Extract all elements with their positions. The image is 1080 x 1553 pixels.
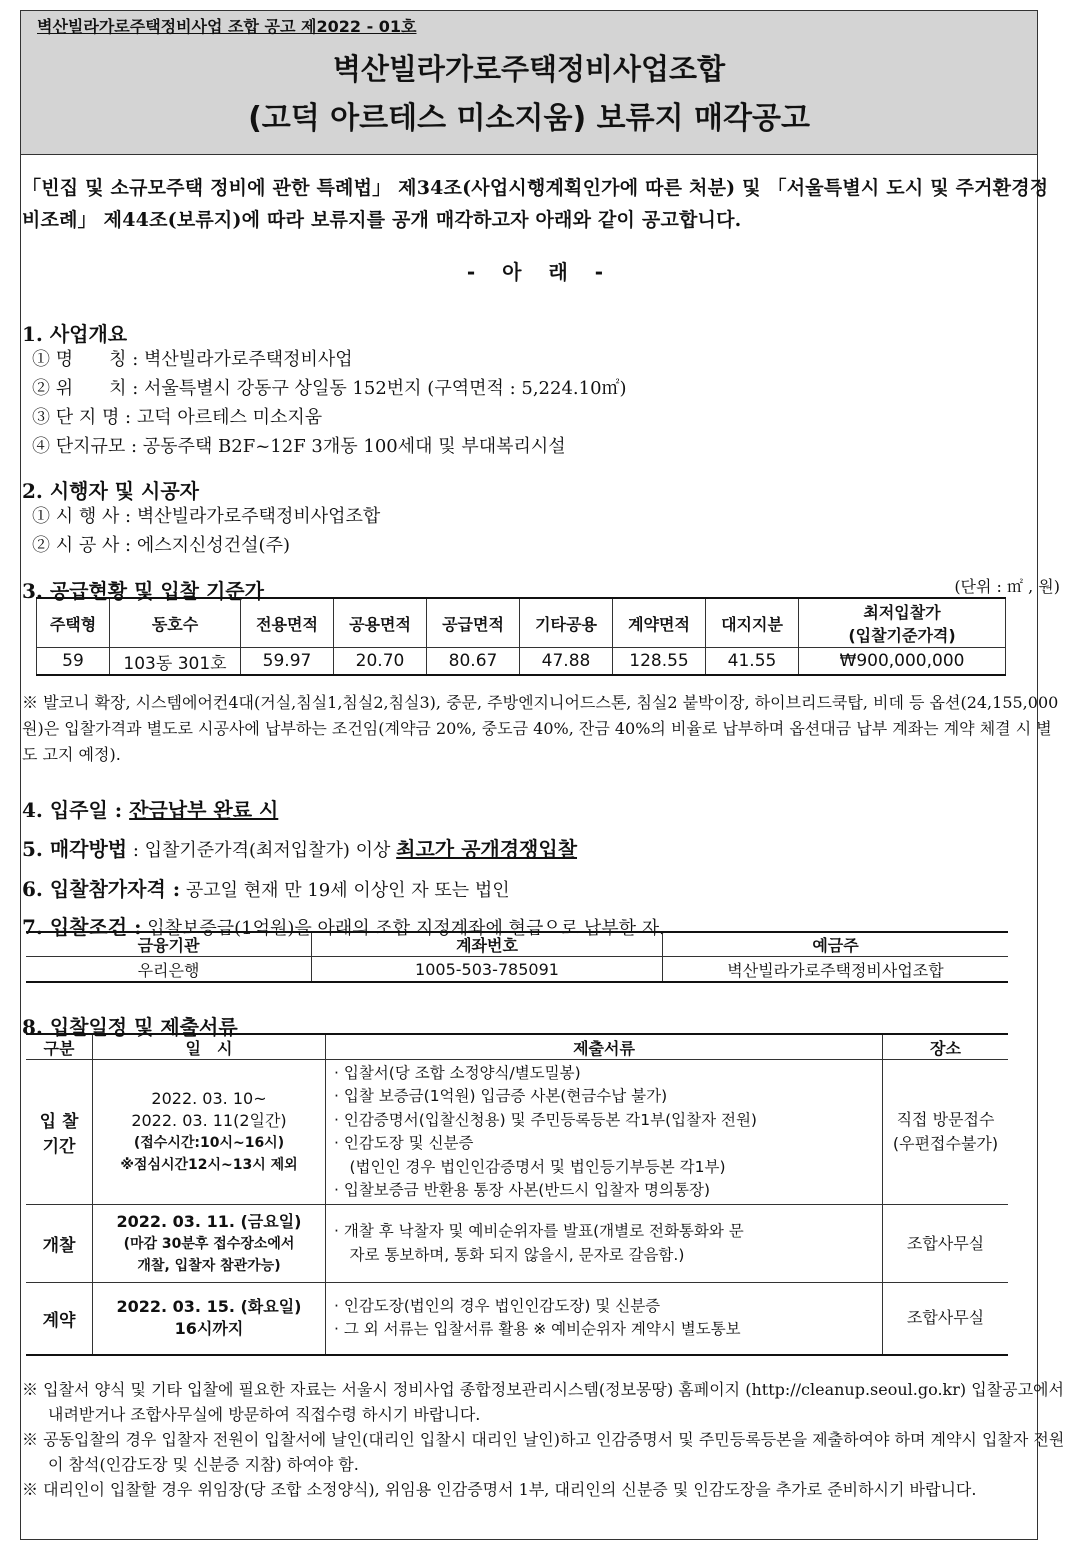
opening-doc-2: 자로 통보하며, 통화 되지 않을시, 문자로 갈음함.) bbox=[334, 1245, 685, 1264]
unit-label: (단위 : ㎡ , 원) bbox=[954, 577, 1060, 596]
document-number: 벽산빌라가로주택정비사업 조합 공고 제2022 - 01호 bbox=[37, 17, 417, 36]
opening-date: 2022. 03. 11. (금요일) bbox=[116, 1211, 302, 1231]
supply-table-row bbox=[37, 648, 1006, 676]
sale-method-emphasis: 최고가 공개경쟁입찰 bbox=[396, 837, 578, 861]
cell-housing-type: 59 bbox=[37, 648, 110, 676]
supply-table-header bbox=[37, 598, 1006, 648]
eligibility: 공고일 현재 만 19세 이상인 자 또는 법인 bbox=[180, 880, 510, 901]
account-table-row bbox=[26, 957, 1008, 983]
bidding-lunch: ※점심시간12시~13시 제외 bbox=[120, 1157, 298, 1173]
col-exclusive-area: 전용면적 bbox=[241, 598, 334, 648]
schedule-row-bidding bbox=[26, 1060, 1008, 1205]
col-contract-area: 계약면적 bbox=[613, 598, 706, 648]
col-account-no: 계좌번호 bbox=[312, 932, 663, 957]
contract-doc-2: · 그 외 서류는 입찰서류 활용 ※ 예비순위자 계약시 별도통보 bbox=[334, 1320, 741, 1339]
col-min-bid bbox=[799, 598, 1006, 648]
footer-notes bbox=[22, 1377, 1066, 1502]
cell-land-share: 41.55 bbox=[706, 648, 799, 676]
bidding-doc-3: · 인감증명서(입찰신청용) 및 주민등록등본 각1부(입찰자 전원) bbox=[334, 1110, 757, 1129]
contract-datetime bbox=[93, 1283, 326, 1355]
contract-category: 계약 bbox=[26, 1283, 93, 1355]
section-2-heading: 2. 시행자 및 시공자 bbox=[22, 479, 200, 503]
col-min-bid-line1: 최저입찰가 bbox=[863, 603, 941, 622]
col-min-bid-line2: (입찰기준가격) bbox=[848, 626, 956, 645]
s1-item-name: ① 명 칭 : 벽산빌라가로주택정비사업 bbox=[32, 349, 353, 370]
s1-item-scale: ④ 단지규모 : 공동주택 B2F~12F 3개동 100세대 및 부대복리시설 bbox=[32, 436, 566, 457]
section-8-heading: 8. 입찰일정 및 제출서류 bbox=[22, 1015, 238, 1039]
notice-header bbox=[21, 11, 1037, 155]
opening-note-2: 개찰, 입찰자 참관가능) bbox=[137, 1257, 281, 1274]
opening-doc-1: · 개찰 후 낙찰자 및 예비순위자를 발표(개별로 전화통화와 문 bbox=[334, 1222, 744, 1240]
bidding-doc-2: · 입찰 보증금(1억원) 입금증 사본(현금수납 불가) bbox=[334, 1087, 668, 1105]
section-3-heading: 3. 공급현황 및 입찰 기준가 bbox=[22, 579, 264, 603]
title-line-1: 벽산빌라가로주택정비사업조합 bbox=[332, 52, 726, 86]
col-land-share: 대지지분 bbox=[706, 598, 799, 648]
opening-documents bbox=[326, 1205, 883, 1283]
account-table-header bbox=[26, 932, 1008, 957]
bidding-place-line1: 직접 방문접수 bbox=[896, 1110, 995, 1129]
col-other-common: 기타공용 bbox=[520, 598, 613, 648]
cell-other-common: 47.88 bbox=[520, 648, 613, 676]
col-category: 구분 bbox=[26, 1034, 93, 1060]
schedule-row-contract bbox=[26, 1283, 1008, 1355]
cell-account-no: 1005-503-785091 bbox=[312, 957, 663, 983]
bidding-doc-5: (법인인 경우 법인인감증명서 및 법인등기부등본 각1부) bbox=[334, 1157, 726, 1176]
footer-note-2: ※ 공동입찰의 경우 입찰자 전원이 입찰서에 날인(대리인 입찰시 대리인 날인)하고 인감증명서 및 주민등록등본을 제출하여야 하며 계약시 입찰자 전원이 참석(인감도장 및 신분증 지참) 하여야 함. bbox=[22, 1430, 1065, 1474]
cell-supply-area: 80.67 bbox=[427, 648, 520, 676]
section-5 bbox=[22, 833, 577, 862]
supply-table bbox=[36, 597, 1006, 676]
cell-common-area: 20.70 bbox=[334, 648, 427, 676]
cell-holder: 벽산빌라가로주택정비사업조합 bbox=[663, 957, 1009, 983]
contract-time: 16시까지 bbox=[174, 1319, 244, 1339]
col-holder: 예금주 bbox=[663, 932, 1009, 957]
col-documents: 제출서류 bbox=[326, 1034, 883, 1060]
bidding-date-start: 2022. 03. 10~ bbox=[151, 1089, 267, 1108]
move-in-date: 잔금납부 완료 시 bbox=[129, 798, 279, 822]
footer-note-1: ※ 입찰서 양식 및 기타 입찰에 필요한 자료는 서울시 정비사업 종합정보관리시스템(정보몽땅) 홈페이지 (http://cleanup.seoul.go.kr) 입찰공고에서 내려받거나 조합사무실에 방문하여 직접수령 하시기 바랍니다. bbox=[22, 1380, 1064, 1424]
below-marker: - 아 래 - bbox=[466, 260, 614, 284]
col-housing-type: 주택형 bbox=[37, 598, 110, 648]
col-datetime: 일 시 bbox=[93, 1034, 326, 1060]
opening-datetime bbox=[93, 1205, 326, 1283]
cell-contract-area: 128.55 bbox=[613, 648, 706, 676]
s2-item-constructor: ② 시 공 사 : 에스지신성건설(주) bbox=[32, 535, 290, 556]
title-line-2: (고덕 아르테스 미소지움) 보류지 매각공고 bbox=[248, 101, 810, 136]
col-unit-no: 동호수 bbox=[110, 598, 241, 648]
section-5-heading: 5. 매각방법 bbox=[22, 837, 128, 861]
bidding-doc-1: · 입찰서(당 조합 소정양식/별도밀봉) bbox=[334, 1063, 581, 1082]
intro-paragraph: 「빈집 및 소규모주택 정비에 관한 특례법」 제34조(사업시행계획인가에 따른 처분) 및 「서울특별시 도시 및 주거환경정비조례」 제44조(보류지)에 따라 보류지를 공개 매각하고자 아래와 같이 공고합니다. bbox=[22, 177, 1049, 231]
cell-min-bid: ₩900,000,000 bbox=[799, 648, 1006, 676]
contract-doc-1: · 인감도장(법인의 경우 법인인감도장) 및 신분증 bbox=[334, 1296, 661, 1315]
opening-category: 개찰 bbox=[26, 1205, 93, 1283]
opening-note-1: (마감 30분후 접수장소에서 bbox=[123, 1235, 295, 1252]
bidding-datetime bbox=[93, 1060, 326, 1205]
section-7-heading: 7. 입찰조건 : bbox=[22, 915, 142, 939]
bidding-doc-6: · 입찰보증금 반환용 통장 사본(반드시 입찰자 명의통장) bbox=[334, 1181, 710, 1199]
cell-exclusive-area: 59.97 bbox=[241, 648, 334, 676]
sale-method: : 입찰기준가격(최저입찰가) 이상 bbox=[127, 840, 397, 861]
section-1-heading: 1. 사업개요 bbox=[22, 322, 128, 346]
account-table bbox=[26, 931, 1008, 983]
col-bank: 금융기관 bbox=[26, 932, 312, 957]
footer-note-3: ※ 대리인이 입찰할 경우 위임장(당 조합 소정양식), 위임용 인감증명서 1부, 대리인의 신분증 및 인감도장을 추가로 준비하시기 바랍니다. bbox=[22, 1480, 977, 1499]
bidding-category bbox=[26, 1060, 93, 1205]
bid-condition: 입찰보증금(1억원)을 아래의 조합 지정계좌에 현금으로 납부한 자. bbox=[141, 918, 665, 939]
section-6 bbox=[22, 873, 510, 902]
cell-bank: 우리은행 bbox=[26, 957, 312, 983]
bidding-documents bbox=[326, 1060, 883, 1205]
section-4-heading: 4. 입주일 : bbox=[22, 798, 123, 822]
col-common-area: 공용면적 bbox=[334, 598, 427, 648]
bidding-date-end: 2022. 03. 11(2일간) bbox=[131, 1111, 287, 1130]
contract-place: 조합사무실 bbox=[883, 1283, 1009, 1355]
opening-place: 조합사무실 bbox=[883, 1205, 1009, 1283]
cell-unit-no: 103동 301호 bbox=[110, 648, 241, 676]
options-note: ※ 발코니 확장, 시스템에어컨4대(거실,침실1,침실2,침실3), 중문, 주방엔지니어드스톤, 침실2 붙박이장, 하이브리드쿡탑, 비데 등 옵션(24,155,000원)은 입찰가격과 별도로 시공사에 납부하는 조건임(계약금 20%, 중도금 40%, 잔금 40%의 비율로 납부하며 옵션대금 납부 계좌는 계약 체결 시 별도 고지 예정). bbox=[22, 693, 1059, 764]
bidding-category-line2: 기간 bbox=[42, 1137, 76, 1157]
s2-item-executor: ① 시 행 사 : 벽산빌라가로주택정비사업조합 bbox=[32, 506, 381, 527]
bidding-hours: (접수시간:10시~16시) bbox=[133, 1135, 285, 1151]
bidding-place-line2: (우편접수불가) bbox=[892, 1134, 999, 1153]
bidding-doc-4: · 인감도장 및 신분증 bbox=[334, 1134, 474, 1152]
s1-item-complex: ③ 단 지 명 : 고덕 아르테스 미소지움 bbox=[32, 407, 323, 428]
section-6-heading: 6. 입찰참가자격 : bbox=[22, 877, 181, 901]
contract-documents bbox=[326, 1283, 883, 1355]
schedule-table-header bbox=[26, 1034, 1008, 1060]
schedule-table bbox=[26, 1033, 1008, 1356]
bidding-place bbox=[883, 1060, 1009, 1205]
contract-date: 2022. 03. 15. (화요일) bbox=[116, 1297, 302, 1317]
section-4 bbox=[22, 794, 278, 823]
col-supply-area: 공급면적 bbox=[427, 598, 520, 648]
schedule-row-opening bbox=[26, 1205, 1008, 1283]
s1-item-location: ② 위 치 : 서울특별시 강동구 상일동 152번지 (구역면적 : 5,224.10㎡) bbox=[32, 378, 627, 399]
bidding-category-line1: 입 찰 bbox=[39, 1112, 79, 1132]
col-place: 장소 bbox=[883, 1034, 1009, 1060]
